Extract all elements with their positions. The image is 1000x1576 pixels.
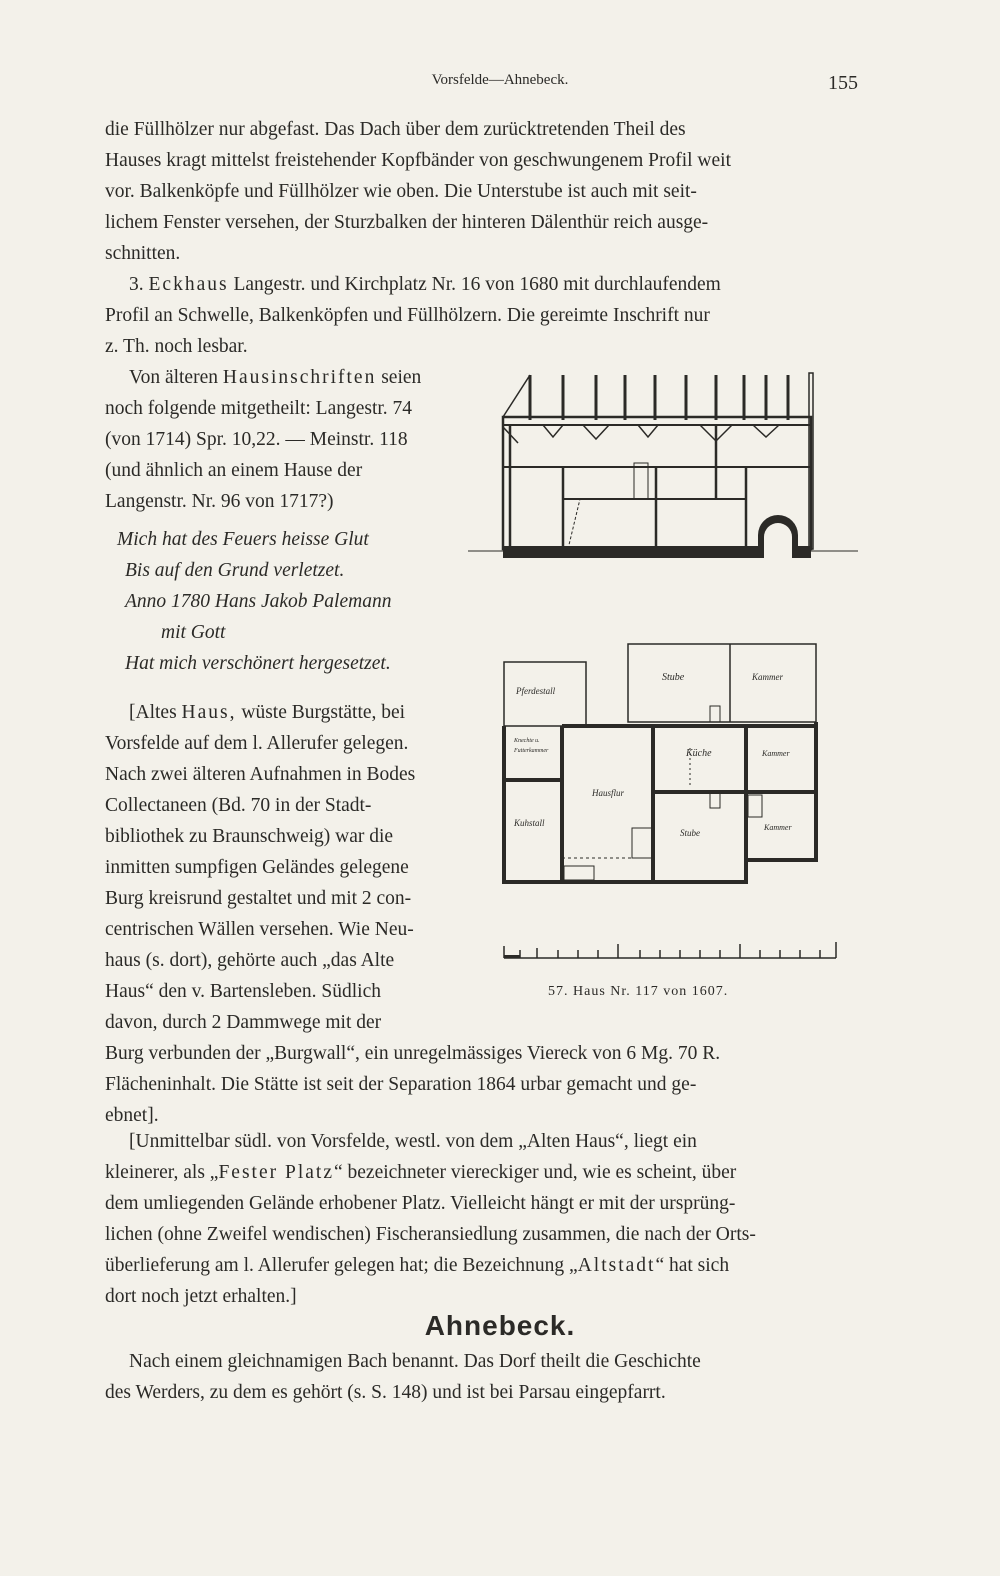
text-line: Nach einem gleichnamigen Bach benannt. Das Dorf theilt die Geschichte <box>129 1351 701 1372</box>
poem-line: Mich hat des Feuers heisse Glut <box>117 529 369 550</box>
room-label-kueche: Küche <box>686 748 712 759</box>
text-span: Langestr. und Kirchplatz Nr. 16 von 1680 mit durchlaufendem <box>233 274 721 295</box>
text-span: seien <box>381 367 422 388</box>
scale-bar <box>500 938 850 964</box>
text-line: haus (s. dort), gehörte auch „das Alte <box>105 950 395 971</box>
text-line: Nach zwei älteren Aufnahmen in Bodes <box>105 764 416 785</box>
room-label-kammer-mid: Kammer <box>762 749 790 758</box>
spaced-term: Eckhaus <box>148 274 229 295</box>
spaced-term: Haus, <box>181 702 237 723</box>
text-line <box>105 697 459 728</box>
text-line: ebnet]. <box>105 1105 159 1126</box>
section-heading: Ahnebeck. <box>424 1310 576 1341</box>
page-number: 155 <box>828 72 858 94</box>
text-line: Hauses kragt mittelst freistehender Kopfbänder von geschwungenem Profil weit <box>105 150 731 171</box>
text-line: des Werders, zu dem es gehört (s. S. 148) und ist bei Parsau eingepfarrt. <box>105 1382 666 1403</box>
text-line: Burg kreisrund gestaltet und mit 2 con- <box>105 888 412 909</box>
text-line: inmitten sumpfigen Geländes gelegene <box>105 857 409 878</box>
paragraph-5 <box>105 1126 867 1312</box>
room-label-hausflur: Hausflur <box>592 788 625 798</box>
text-line: Haus“ den v. Bartensleben. Südlich <box>105 981 381 1002</box>
text-line: centrischen Wällen versehen. Wie Neu- <box>105 919 414 940</box>
paragraph-3 <box>105 362 459 517</box>
text-span: “ bezeichneter viereckiger und, wie es scheint, über <box>333 1162 737 1183</box>
inscription-poem <box>105 524 465 679</box>
text-line <box>105 269 867 300</box>
text-span: [Altes <box>129 702 177 723</box>
text-line: dort noch jetzt erhalten.] <box>105 1286 297 1307</box>
text-span: wüste Burgstätte, bei <box>241 702 406 723</box>
room-label-futterkammer: Futterkammer <box>514 748 549 754</box>
text-line: (von 1714) Spr. 10,22. — Meinstr. 118 <box>105 429 408 450</box>
running-title: Vorsfelde—Ahnebeck. <box>431 72 569 88</box>
spaced-term: Fester Platz <box>218 1162 334 1183</box>
paragraph-4 <box>105 697 459 1038</box>
text-line: davon, durch 2 Dammwege mit der <box>105 1012 382 1033</box>
paragraph-4-continued <box>105 1038 867 1131</box>
poem-line: Anno 1780 Hans Jakob Palemann <box>125 591 392 612</box>
text-span: überlieferung am l. Allerufer gelegen hat; die Bezeichnung „ <box>105 1255 578 1276</box>
text-line: lichen (ohne Zweifel wendischen) Fischeransiedlung zusammen, die nach der Orts- <box>105 1224 756 1245</box>
text-line: schnitten. <box>105 243 181 264</box>
house-section-drawing <box>468 365 858 565</box>
house-floor-plan <box>500 640 825 890</box>
text-line: lichem Fenster versehen, der Sturzbalken der hinteren Dälenthür reich ausge- <box>105 212 709 233</box>
room-label-kuhstall: Kuhstall <box>514 818 545 828</box>
paragraph-2 <box>105 269 867 362</box>
room-label-stube-bottom: Stube <box>680 828 700 838</box>
room-label-stube-top: Stube <box>662 672 685 683</box>
text-line: bibliothek zu Braunschweig) war die <box>105 826 394 847</box>
text-line: dem umliegenden Gelände erhobener Platz. Vielleicht hängt er mit der ursprüng- <box>105 1193 736 1214</box>
room-label-pferdestall: Pferdestall <box>516 686 556 696</box>
item-number: 3. <box>129 274 144 295</box>
spaced-term: Altstadt <box>577 1255 656 1276</box>
text-line <box>105 362 459 393</box>
text-line: [Unmittelbar südl. von Vorsfelde, westl. von dem „Alten Haus“, liegt ein <box>129 1131 697 1152</box>
paragraph-1 <box>105 114 867 269</box>
poem-line: mit Gott <box>161 622 226 643</box>
text-line: Langenstr. Nr. 96 von 1717?) <box>105 491 334 512</box>
text-line: Burg verbunden der „Burgwall“, ein unregelmässiges Viereck von 6 Mg. 70 R. <box>105 1043 721 1064</box>
room-label-kammer-bottom: Kammer <box>764 823 792 832</box>
text-line: die Füllhölzer nur abgefast. Das Dach über dem zurücktretenden Theil des <box>105 119 686 140</box>
figure-caption: 57. Haus Nr. 117 von 1607. <box>548 984 729 999</box>
spaced-term: Hausinschriften <box>222 367 377 388</box>
room-label-kammer-top: Kammer <box>752 672 783 682</box>
poem-line: Bis auf den Grund verletzet. <box>125 560 345 581</box>
text-line: Vorsfelde auf dem l. Allerufer gelegen. <box>105 733 409 754</box>
text-span: kleinerer, als „ <box>105 1162 219 1183</box>
text-line: Collectaneen (Bd. 70 in der Stadt- <box>105 795 372 816</box>
paragraph-6 <box>105 1346 867 1408</box>
text-line: z. Th. noch lesbar. <box>105 336 248 357</box>
poem-line: Hat mich verschönert hergesetzet. <box>125 653 391 674</box>
text-line <box>105 1157 867 1188</box>
text-line <box>105 1250 867 1281</box>
text-span: Von älteren <box>129 367 218 388</box>
text-line: (und ähnlich an einem Hause der <box>105 460 363 481</box>
text-line: Profil an Schwelle, Balkenköpfen und Füllhölzern. Die gereimte Inschrift nur <box>105 305 710 326</box>
room-label-knechte: Knechte u. <box>514 738 540 744</box>
text-line: noch folgende mitgetheilt: Langestr. 74 <box>105 398 413 419</box>
text-line: vor. Balkenköpfe und Füllhölzer wie oben. Die Unterstube ist auch mit seit- <box>105 181 697 202</box>
text-line: Flächeninhalt. Die Stätte ist seit der Separation 1864 urbar gemacht und ge- <box>105 1074 697 1095</box>
text-span: “ hat sich <box>655 1255 730 1276</box>
